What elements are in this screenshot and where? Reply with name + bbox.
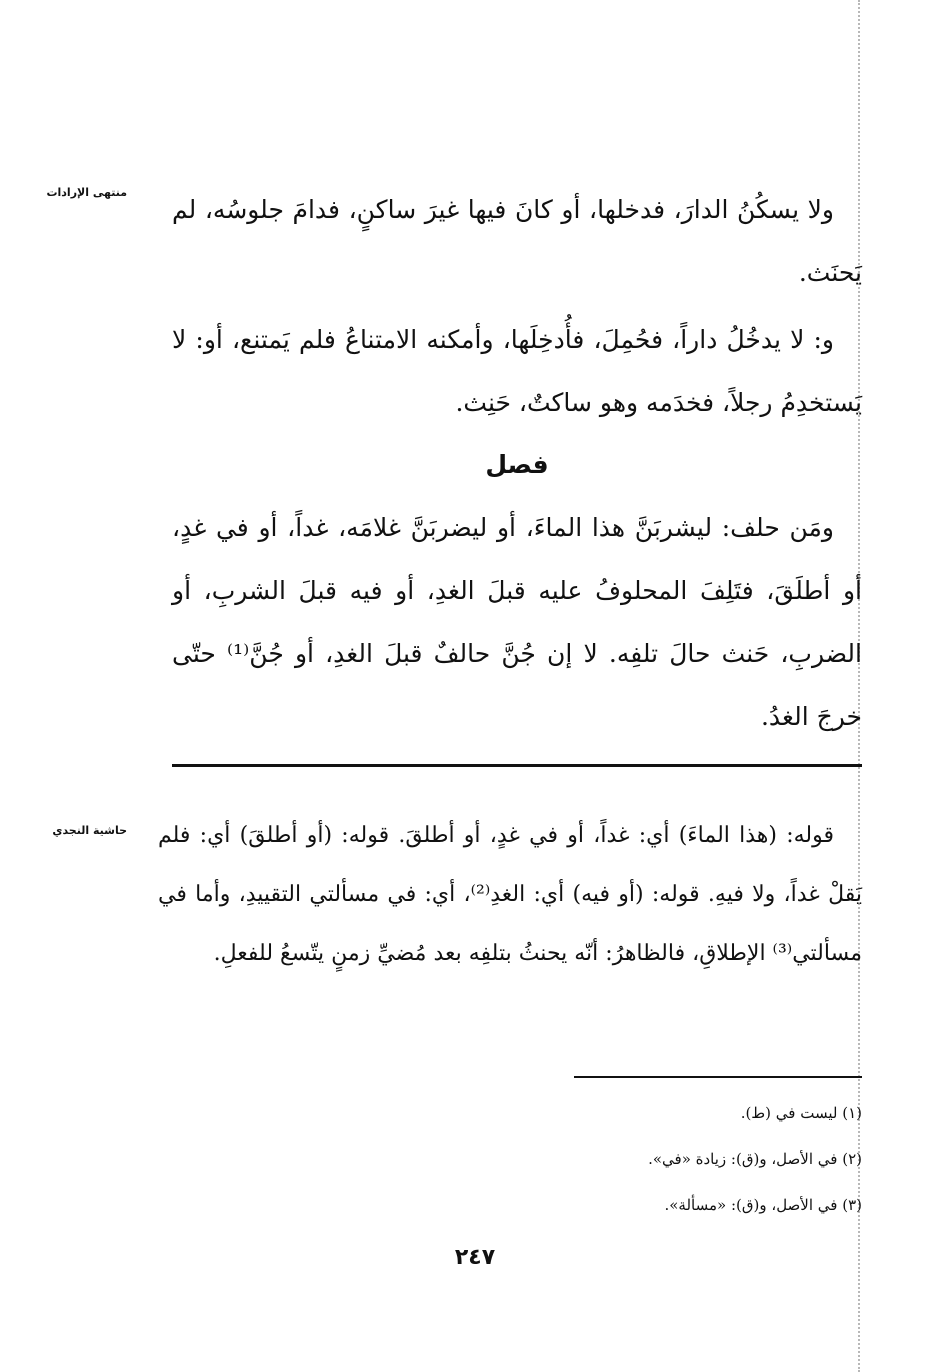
main-paragraph-2: و: لا يدخُلُ داراً، فحُمِلَ، فأُدخِلَها، وأمكنه الامتناعُ فلم يَمتنع، أو: لا يَستخدِمُ رجلاً، فخدَمه وهو ساكتٌ، حَنِث. bbox=[172, 325, 862, 417]
section-text-block bbox=[172, 496, 862, 748]
main-paragraph-1: ولا يسكُنُ الدارَ، فدخلها، أو كانَ فيها غيرَ ساكنٍ، فدامَ جلوسُه، لم يَحنَث. bbox=[172, 195, 862, 287]
footnote-rule bbox=[574, 1076, 862, 1078]
section-paragraph-1: ومَن حلف: ليشربَنَّ هذا الماءَ، أو ليضربَنَّ غلامَه، غداً، أو في غدٍ، أو أطلَقَ، فتَلِفَ المحلوفُ عليه قبلَ الغدِ، أو فيه قبلَ الشربِ، أو الضربِ، حَنث حالَ تلفِه. لا إن جُنَّ حالفٌ قبلَ الغدِ، أو جُنَّ⁽¹⁾ حتّى خرجَ الغدُ. bbox=[172, 513, 862, 731]
footnote-2: (٢) في الأصل، و(ق): زيادة «في». bbox=[648, 1150, 862, 1168]
side-label-commentary: حاشية النجدي bbox=[52, 824, 127, 837]
main-text-block bbox=[172, 178, 862, 434]
footnotes bbox=[480, 1090, 862, 1228]
page-number: ٢٤٧ bbox=[454, 1245, 496, 1270]
section-heading: فصل bbox=[485, 450, 549, 479]
footnote-3: (٣) في الأصل، و(ق): «مسألة». bbox=[664, 1196, 862, 1214]
commentary-paragraph: قوله: (هذا الماءَ) أي: غداً، أو في غدٍ، أو أطلقَ. قوله: (أو أطلقَ) أي: فلم يَقلْ غداً، ولا فيهِ. قوله: (أو فيه) أي: الغدِ⁽²⁾، أي: في مسألتي التقييدِ، وأما في مسألتي⁽³⁾ الإطلاقِ، فالظاهرُ: أنّه يحنثُ بتلفِه بعد مُضيِّ زمنٍ يتّسعُ للفعلِ. bbox=[158, 823, 862, 966]
side-label-main-text: منتهى الإرادات bbox=[46, 186, 127, 199]
separator-rule bbox=[172, 764, 862, 767]
commentary-block bbox=[158, 806, 862, 983]
footnote-1: (١) ليست في (ط). bbox=[740, 1104, 862, 1122]
